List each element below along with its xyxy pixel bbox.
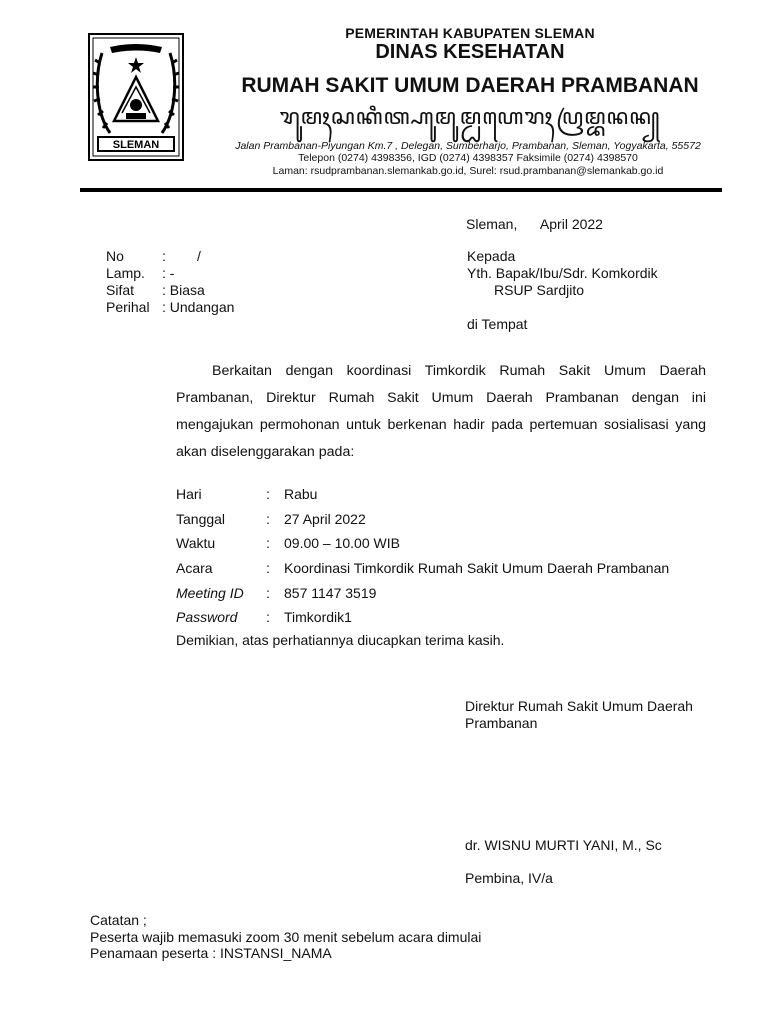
notes-block <box>90 912 481 962</box>
closing-sentence: Demikian, atas perhatiannya diucapkan terima kasih. <box>176 632 505 648</box>
recipient-name: Yth. Bapak/Ibu/Sdr. Komkordik <box>467 265 658 281</box>
meta-row-nature <box>106 282 234 299</box>
schedule-row-time: Waktu : 09.00 – 10.00 WIB <box>176 535 400 552</box>
meta-label: No <box>106 248 124 264</box>
meta-row-attachment <box>106 265 234 282</box>
website-email-line: Laman: rsudprambanan.slemankab.go.id, Surel: rsud.prambanan@slemankab.go.id <box>272 165 664 177</box>
recipient-place: di Tempat <box>467 316 528 332</box>
meta-value: : Biasa <box>162 282 205 298</box>
meta-value: : Undangan <box>162 299 235 315</box>
recipient-block <box>467 248 658 333</box>
javanese-script-name: ꦫꦸꦩꦃꦱꦏꦶꦠ꧀ꦲꦸꦩꦸꦩ꧀ꦝꦲꦺꦫꦃꦥꦿꦩ꧀ꦧꦤꦤ꧀ <box>279 105 661 130</box>
meta-row-number <box>106 248 234 265</box>
letter-meta <box>106 248 234 316</box>
meta-label: Sifat <box>106 282 135 298</box>
meta-label: Perihal <box>106 299 150 315</box>
phone-line: Telepon (0274) 4398356, IGD (0274) 4398357 Faksimile (0274) 4398570 <box>298 152 638 164</box>
body-paragraph <box>176 358 706 466</box>
notes-line: Penamaan peserta : INSTANSI_NAMA <box>90 945 332 961</box>
notes-line: Peserta wajib memasuki zoom 30 menit sebelum acara dimulai <box>90 928 482 945</box>
signatory-title: Direktur Rumah Sakit Umum Daerah Prambanan <box>465 698 693 731</box>
signatory-name: dr. WISNU MURTI YANI, M., Sc <box>465 837 662 853</box>
schedule-row-event: Acara : Koordinasi Timkordik Rumah Sakit Umum Daerah Prambanan <box>176 560 670 577</box>
recipient-institution: RSUP Sardjito <box>494 282 585 298</box>
meta-value: : - <box>162 265 175 281</box>
letterhead-divider <box>80 188 722 192</box>
hospital-name: RUMAH SAKIT UMUM DAERAH PRAMBANAN <box>241 74 699 97</box>
meta-value: : / <box>162 248 201 264</box>
meta-label: Lamp. <box>106 265 145 281</box>
schedule-row-day: Hari : Rabu <box>176 486 318 503</box>
letter-date: Sleman, April 2022 <box>466 216 603 232</box>
department-name: DINAS KESEHATAN <box>375 41 565 63</box>
body-paragraph-text: Berkaitan dengan koordinasi Timkordik Rumah Sakit Umum Daerah Prambanan, Direktur Rumah Sakit Umum Daerah Prambanan dengan ini mengajukan permohonan untuk berkenan hadir pada pertemuan sosialisasi yang akan diselenggarakan pada: <box>176 363 706 460</box>
schedule-row-meeting-id: Meeting ID : 857 1147 3519 <box>176 584 377 601</box>
government-name: PEMERINTAH KABUPATEN SLEMAN <box>345 25 595 41</box>
signatory-rank: Pembina, IV/a <box>465 870 553 886</box>
meta-row-subject <box>106 299 234 316</box>
logo-label: SLEMAN <box>112 139 160 151</box>
schedule-row-password: Password : Timkordik1 <box>176 609 352 626</box>
schedule-table <box>176 482 669 630</box>
schedule-row-date: Tanggal : 27 April 2022 <box>176 510 366 527</box>
notes-heading: Catatan ; <box>90 912 147 928</box>
address-line: Jalan Prambanan-Piyungan Km.7 , Delegan, Sumberharjo, Prambanan, Sleman, Yogyakarta, 55572 <box>235 140 701 152</box>
sleman-regency-logo <box>88 33 184 161</box>
recipient-salutation: Kepada <box>467 248 516 264</box>
